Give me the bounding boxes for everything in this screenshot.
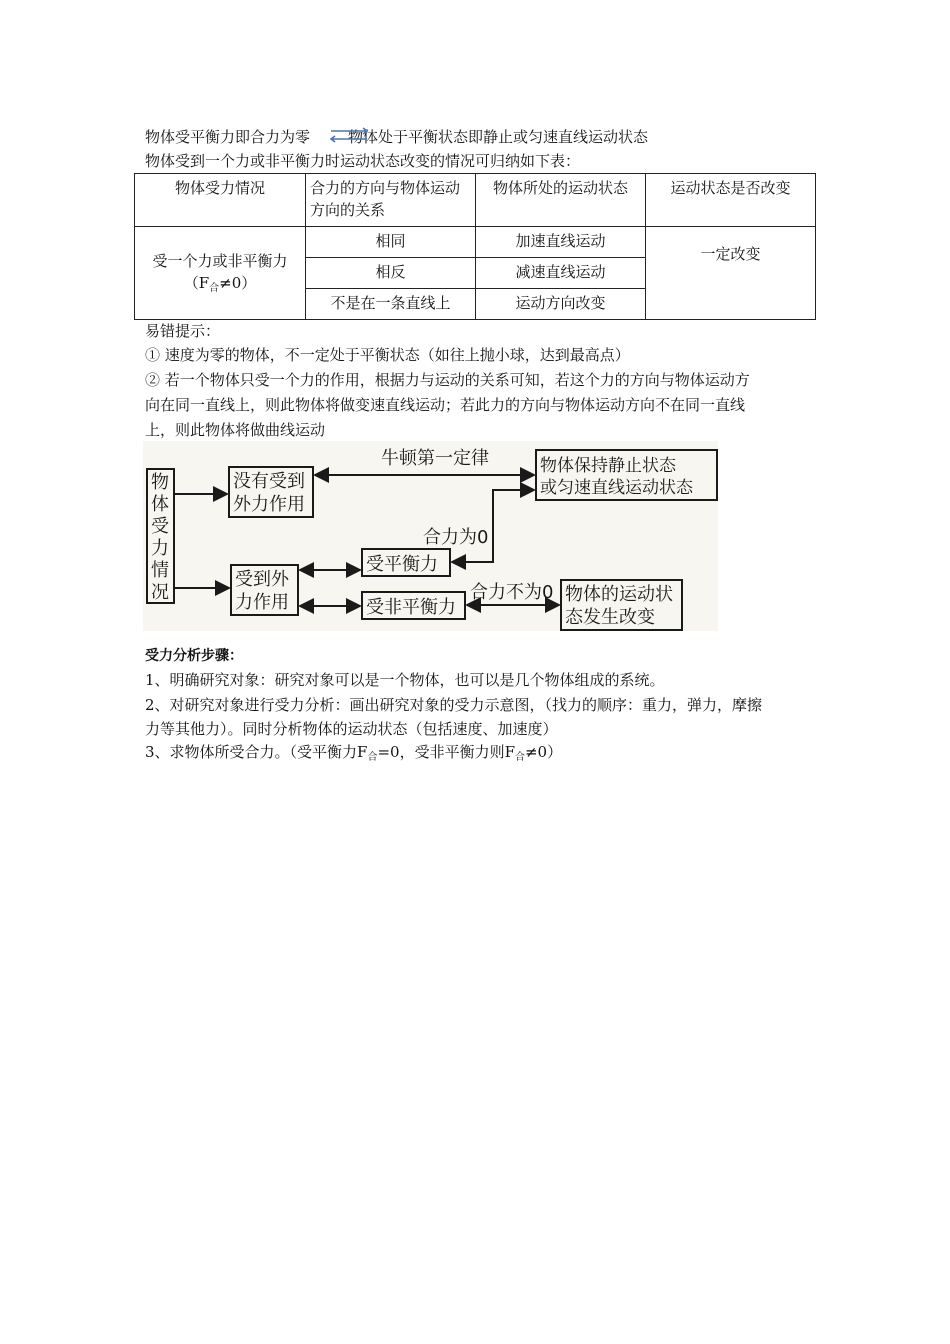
relation-cell: 不是在一条直线上 xyxy=(306,289,476,320)
intro-line-2: 物体受到一个力或非平衡力时运动状态改变的情况可归纳如下表： xyxy=(145,152,581,170)
left-char-5: 况 xyxy=(151,582,169,603)
tip-item-2-line-1: ② 若一个物体只受一个力的作用，根据力与运动的关系可知，若这个力的方向与物体运动方 xyxy=(145,371,750,389)
left-char-3: 力 xyxy=(151,538,169,559)
no-force-line-1: 没有受到 xyxy=(233,471,305,492)
balanced-label: 受平衡力 xyxy=(366,554,438,575)
tip-item-1: ① 速度为零的物体，不一定处于平衡状态（如往上抛小球，达到最高点） xyxy=(145,346,630,364)
formula-sub: 合 xyxy=(209,282,220,294)
intro-line-1 xyxy=(145,126,648,148)
force-case-text: 受一个力或非平衡力 xyxy=(152,251,288,270)
force-motion-table xyxy=(134,173,816,320)
step-3-prefix: 3、求物体所受合力。（受平衡力F xyxy=(145,743,368,761)
header-force-case: 物体受力情况 xyxy=(135,174,306,227)
steps-title: 受力分析步骤： xyxy=(145,648,243,664)
state-cell: 加速直线运动 xyxy=(476,227,646,258)
formula-prefix: （F xyxy=(183,273,210,292)
state-cell: 运动方向改变 xyxy=(476,289,646,320)
tips-title: 易错提示： xyxy=(145,322,221,340)
step-3-sub-1: 合 xyxy=(367,752,378,763)
relation-cell: 相反 xyxy=(306,258,476,289)
has-force-line-2: 力作用 xyxy=(235,592,289,613)
state-change-line-2: 态发生改变 xyxy=(565,607,655,628)
tip-item-2-line-3: 上，则此物体将做曲线运动 xyxy=(145,421,326,439)
keep-state-line-1: 物体保持静止状态 xyxy=(540,456,676,476)
tip-item-2-line-2: 向在同一直线上，则此物体将做变速直线运动；若此力的方向与物体运动方向不在同一直线 xyxy=(145,396,746,414)
step-3 xyxy=(145,741,562,766)
force-case-cell xyxy=(135,227,306,320)
left-char-0: 物 xyxy=(151,472,169,493)
step-2-line-1: 2、对研究对象进行受力分析：画出研究对象的受力示意图，（找力的顺序：重力，弹力，摩擦 xyxy=(145,696,763,714)
left-char-2: 受 xyxy=(151,516,169,537)
formula-suffix: ≠0） xyxy=(219,273,257,292)
step-3-sub-2: 合 xyxy=(514,752,525,763)
force-state-diagram xyxy=(143,441,718,631)
step-3-mid: =0，受非平衡力则F xyxy=(377,743,515,761)
newton-label: 牛顿第一定律 xyxy=(381,448,489,469)
table-row xyxy=(135,227,816,258)
changed-cell: 一定改变 xyxy=(646,227,816,320)
state-change-line-1: 物体的运动状 xyxy=(565,584,673,605)
header-changed: 运动状态是否改变 xyxy=(646,174,816,227)
has-force-line-1: 受到外 xyxy=(235,569,289,590)
unbalanced-label: 受非平衡力 xyxy=(366,597,456,618)
left-char-4: 情 xyxy=(151,560,169,581)
relation-cell: 相同 xyxy=(306,227,476,258)
step-1: 1、明确研究对象：研究对象可以是一个物体，也可以是几个物体组成的系统。 xyxy=(145,671,665,689)
header-relation: 合力的方向与物体运动方向的关系 xyxy=(306,174,476,227)
step-2-line-2: 力等其他力）。同时分析物体的运动状态（包括速度、加速度） xyxy=(145,720,558,738)
intro-line-1-part-b: 物体处于平衡状态即静止或匀速直线运动状态 xyxy=(348,128,649,146)
keep-state-line-2: 或匀速直线运动状态 xyxy=(540,478,693,498)
force-formula xyxy=(139,272,301,297)
net-nonzero-label: 合力不为0 xyxy=(470,582,554,603)
table-header-row xyxy=(135,174,816,227)
left-char-1: 体 xyxy=(151,494,169,515)
header-state: 物体所处的运动状态 xyxy=(476,174,646,227)
double-arrow-icon xyxy=(327,127,371,143)
no-force-line-2: 外力作用 xyxy=(233,494,305,515)
state-cell: 减速直线运动 xyxy=(476,258,646,289)
step-3-suffix: ≠0） xyxy=(524,743,563,761)
net-zero-label: 合力为0 xyxy=(423,527,489,548)
intro-line-1-part-a: 物体受平衡力即合力为零 xyxy=(145,128,311,146)
